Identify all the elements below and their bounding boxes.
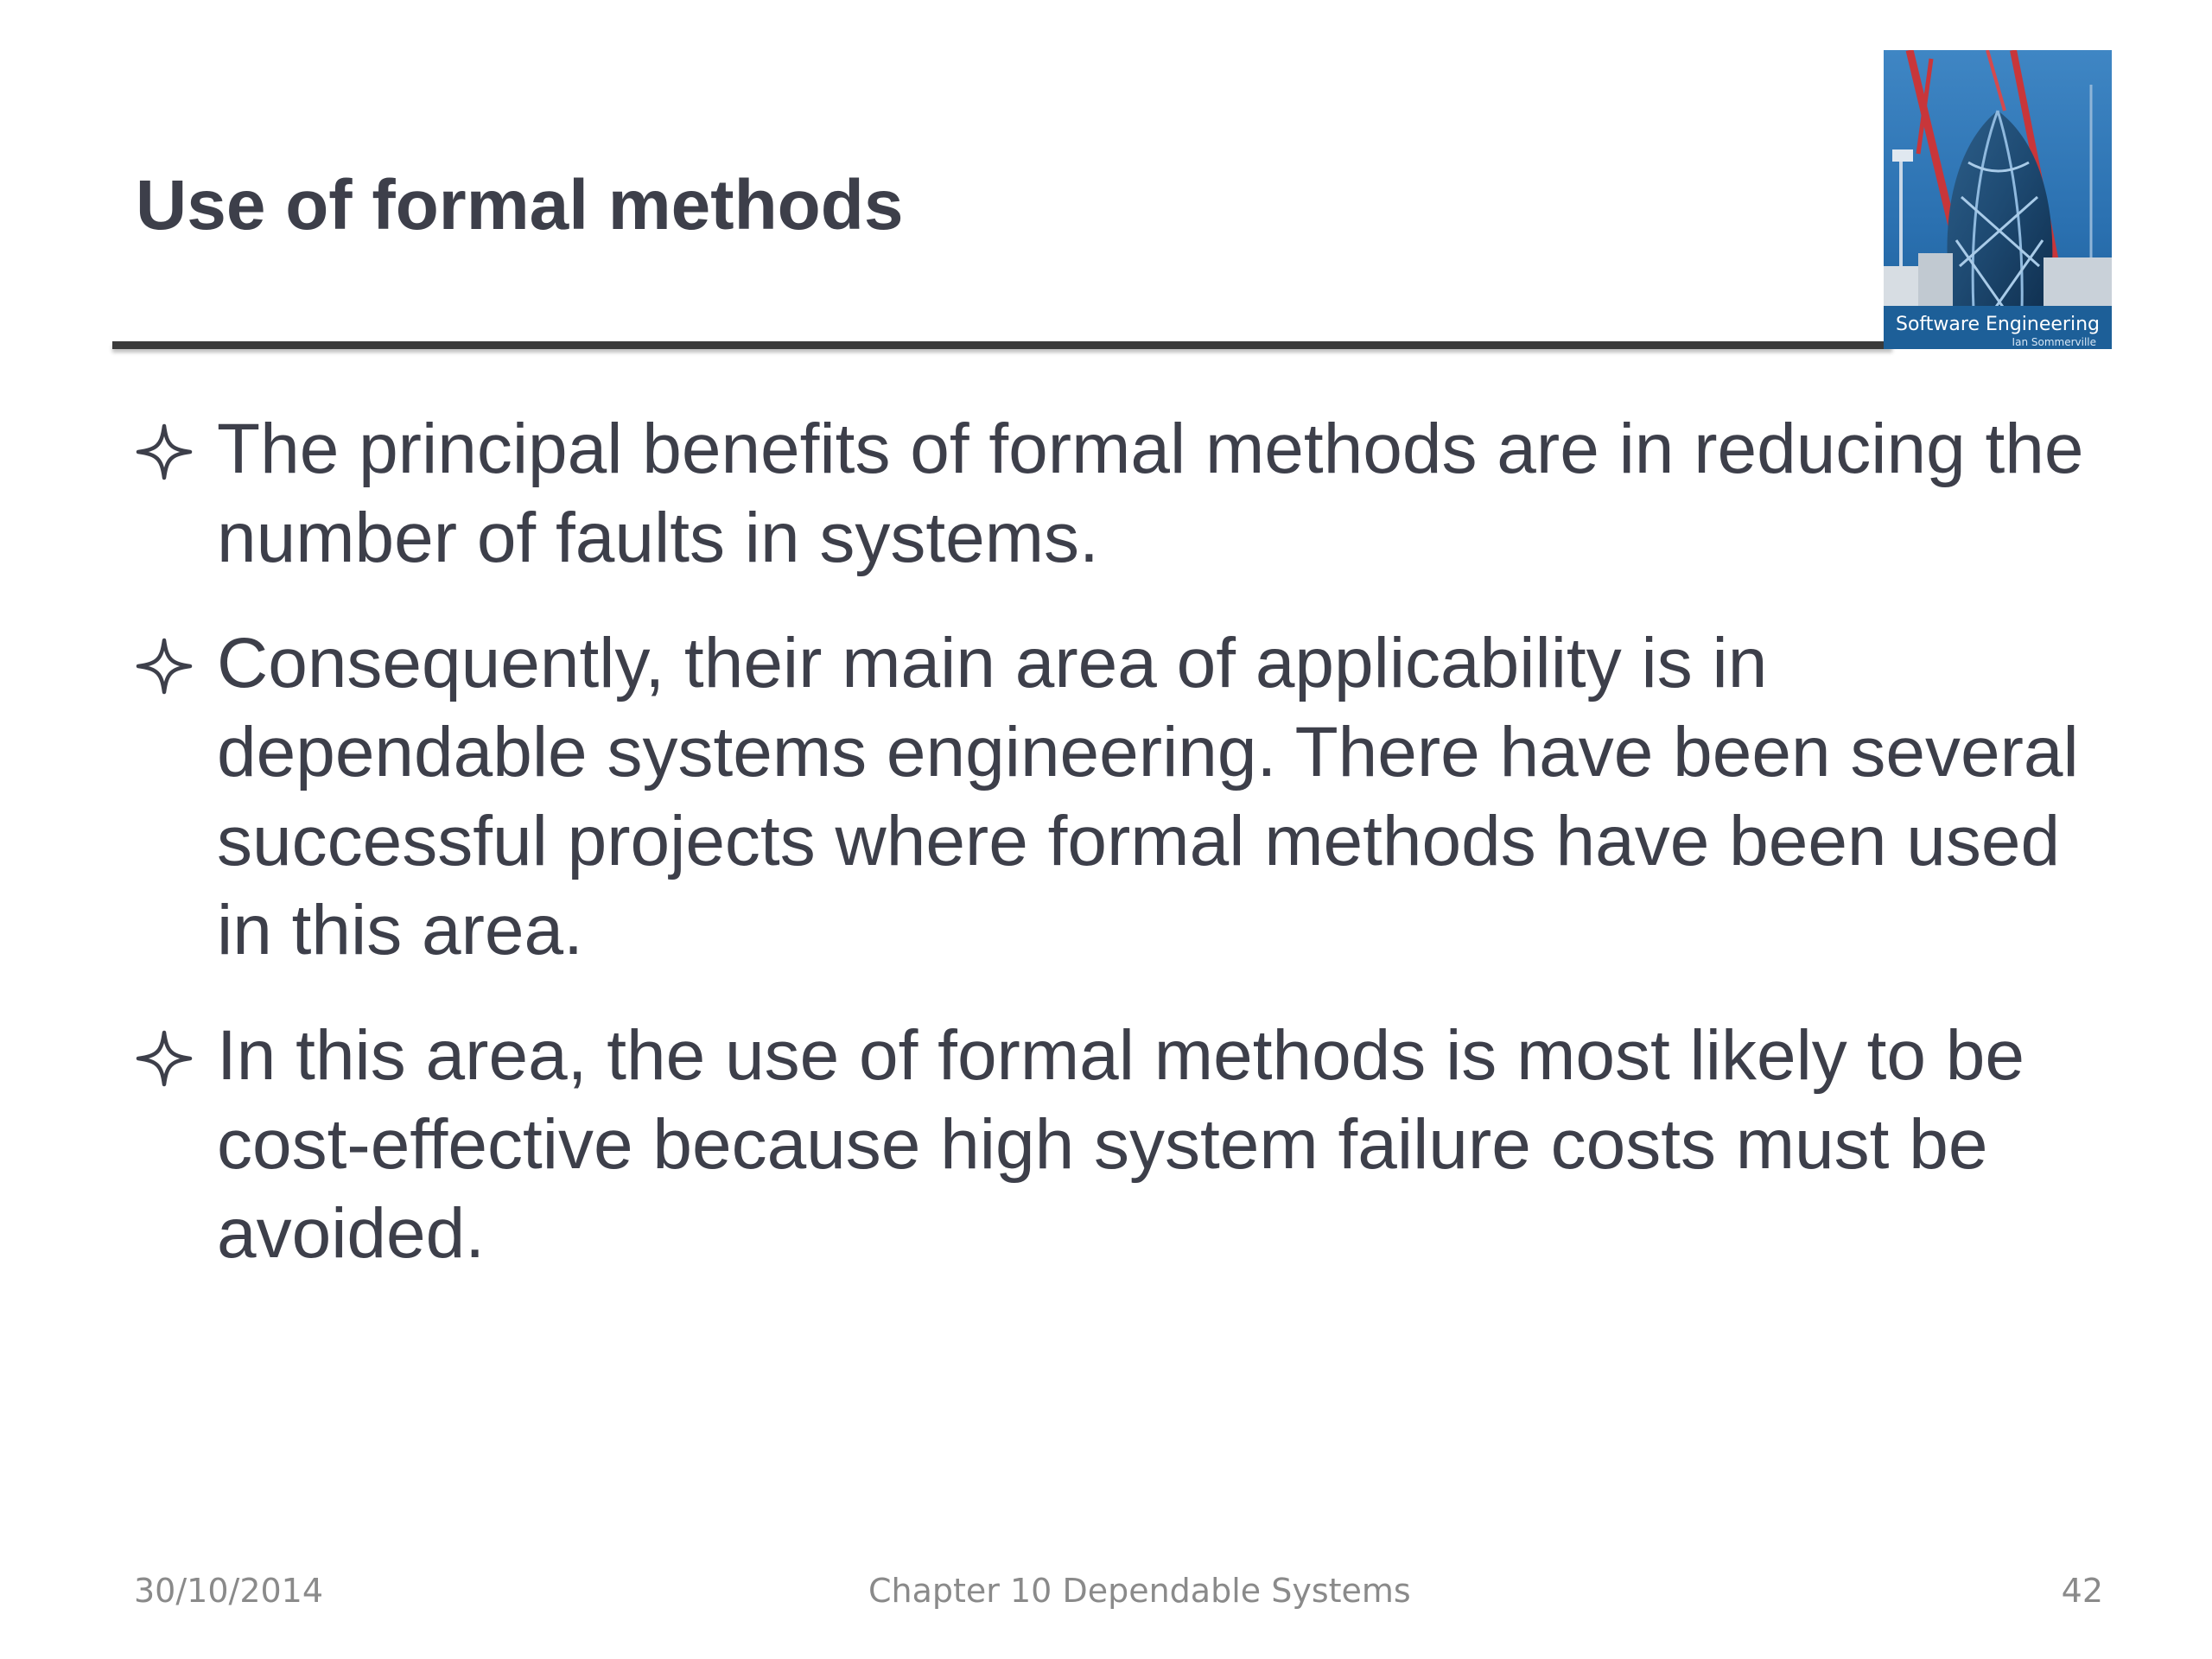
footer-page-number: 42 [2061,1572,2103,1610]
title-divider [112,341,1892,349]
bullet-text: The principal benefits of formal methods are in reducing the number of faults in systems. [217,410,2084,577]
bullet-item [136,1011,2097,1278]
bullet-list [136,404,2097,1314]
four-point-star-icon [136,638,193,695]
slide-title: Use of formal methods [136,166,904,245]
footer-chapter: Chapter 10 Dependable Systems [868,1572,1411,1610]
footer-date: 30/10/2014 [134,1572,324,1610]
bullet-item [136,404,2097,582]
four-point-star-icon [136,423,193,480]
cover-author: Ian Sommerville [2012,336,2096,348]
book-cover-image [1884,50,2112,349]
cover-title: Software Engineering [1896,314,2100,335]
bullet-text: In this area, the use of formal methods is most likely to be cost-effective because high system failure costs must be avoided. [217,1016,2024,1273]
bullet-text: Consequently, their main area of applicability is in dependable systems engineering. There have been several successful projects where formal methods have been used in this area. [217,624,2079,969]
bullet-item [136,619,2097,975]
four-point-star-icon [136,1030,193,1087]
